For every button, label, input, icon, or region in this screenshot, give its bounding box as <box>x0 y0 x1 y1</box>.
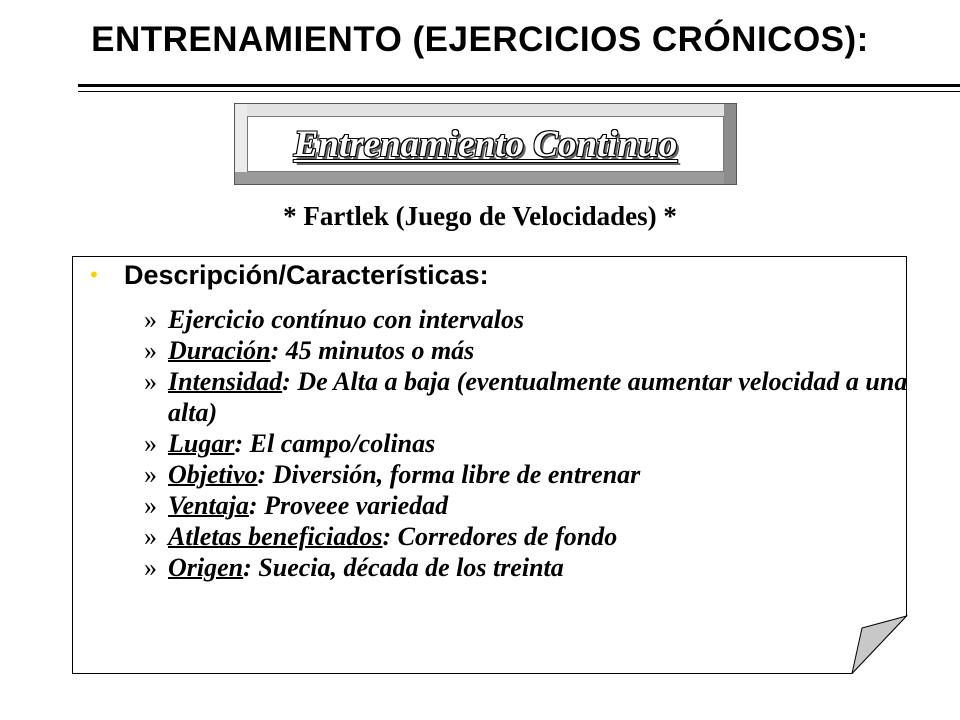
item-marker-icon: » <box>144 336 157 365</box>
list-item <box>88 304 908 335</box>
item-text <box>168 521 908 552</box>
item-marker-icon: » <box>144 522 157 551</box>
item-text <box>168 335 908 366</box>
item-value: : Corredores de fondo <box>382 522 618 551</box>
item-text <box>168 366 908 428</box>
item-key: Duración <box>168 336 271 365</box>
item-key: Objetivo <box>168 460 258 489</box>
bullet-icon: • <box>90 262 98 287</box>
list-item <box>88 459 908 490</box>
item-marker-icon: » <box>144 553 157 582</box>
title-rule-thin <box>78 91 960 92</box>
item-marker-icon: » <box>144 429 157 458</box>
section-heading: Descripción/Características: <box>124 260 489 290</box>
item-key: Lugar <box>168 429 235 458</box>
item-list <box>88 304 908 583</box>
item-value: : Suecia, década de los treinta <box>243 553 564 582</box>
item-text <box>168 304 908 335</box>
content-list <box>88 258 908 583</box>
item-value: : El campo/colinas <box>234 429 436 458</box>
item-text <box>168 459 908 490</box>
item-text <box>168 428 908 459</box>
heading-row <box>88 258 908 300</box>
item-value: : Proveee variedad <box>248 491 449 520</box>
list-item <box>88 552 908 583</box>
item-marker-icon: » <box>144 460 157 489</box>
list-item <box>88 521 908 552</box>
slide-title: ENTRENAMIENTO (EJERCICIOS CRÓNICOS): <box>91 20 869 59</box>
list-item <box>88 366 908 428</box>
title-rule-thick <box>78 84 960 87</box>
beveled-box-face <box>247 116 724 172</box>
list-item <box>88 490 908 521</box>
item-value: : De Alta a baja (eventualmente aumentar velocidad a una alta) <box>168 367 908 427</box>
item-text <box>168 490 908 521</box>
item-key: Ventaja <box>168 491 249 520</box>
box-label: Entrenamiento Continuo <box>293 123 678 165</box>
item-text <box>168 552 908 583</box>
item-marker-icon: » <box>144 367 157 396</box>
list-item <box>88 428 908 459</box>
subtitle: * Fartlek (Juego de Velocidades) * <box>283 201 677 231</box>
item-key: Atletas beneficiados <box>168 522 383 551</box>
beveled-title-box <box>234 103 737 185</box>
item-value: Ejercicio contínuo con intervalos <box>168 305 525 334</box>
item-value: : Diversión, forma libre de entrenar <box>257 460 641 489</box>
item-marker-icon: » <box>144 491 157 520</box>
item-marker-icon: » <box>144 305 157 334</box>
item-key: Intensidad <box>168 367 283 396</box>
list-item <box>88 335 908 366</box>
item-value: : 45 minutos o más <box>270 336 475 365</box>
item-key: Origen <box>168 553 244 582</box>
